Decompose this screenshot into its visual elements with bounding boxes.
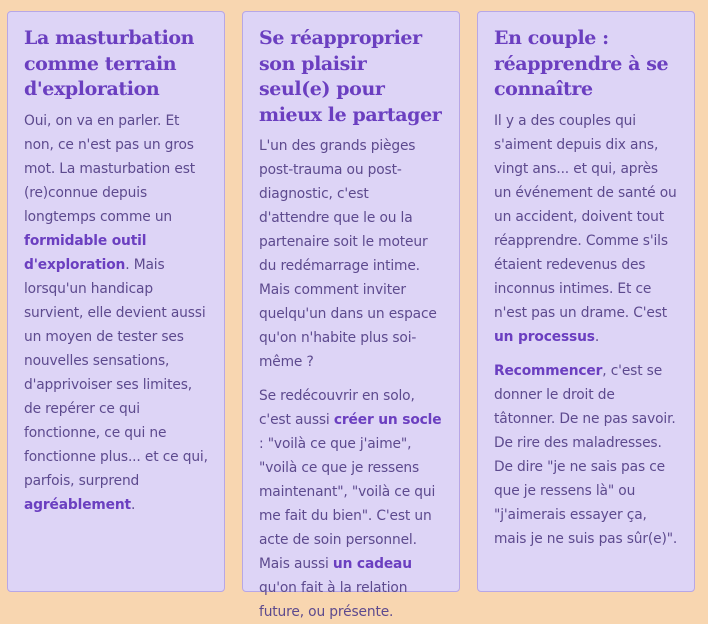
emphasis-text: créer un socle	[333, 412, 442, 428]
card-paragraph	[494, 109, 678, 349]
text-run: Oui, on va en parler. Et non, ce n'est pas un gros mot. La masturbation est (re)connue depuis longtemps comme un	[24, 112, 196, 225]
emphasis-text: Recommencer	[494, 362, 603, 379]
cards-row	[7, 11, 697, 620]
card-paragraph	[259, 384, 443, 624]
emphasis-text: un cadeau	[332, 556, 412, 572]
emphasis-text: un processus	[494, 328, 595, 345]
card-paragraph	[24, 109, 208, 517]
emphasis-text: agréablement	[24, 496, 131, 513]
card-masturbation-exploration	[7, 11, 225, 592]
text-run: , c'est se donner le droit de tâtonner. De ne pas savoir. De rire des maladresses. De dire "je ne sais pas ce que je ressens là" ou "j'aimerais essayer ça, mais je ne suis pas sûr(e)".	[494, 362, 678, 547]
text-run: . Mais lorsqu'un handicap survient, elle devient aussi un moyen de tester ses nouvelles sensations, d'apprivoiser ses limites, de repérer ce qui fonctionne, ce qui ne fonctionne plus... et ce qui, parfois, surprend	[24, 256, 208, 489]
card-title: Se réapproprier son plaisir seul(e) pour mieux le partager	[259, 27, 442, 126]
text-run: L'un des grands pièges post-trauma ou post-diagnostic, c'est d'attendre que le ou la partenaire soit le moteur du redémarrage intime. Mais comment inviter quelqu'un dans un espace qu'on n'habite plus soi-même ?	[259, 138, 437, 370]
text-run: qu'on fait à la relation future, ou présente.	[259, 580, 408, 620]
text-run: Se redécouvrir en solo, c'est aussi	[259, 388, 415, 428]
text-run: .	[594, 328, 600, 345]
card-title: En couple : réapprendre à se connaître	[494, 27, 669, 100]
card-solo-pleasure	[242, 11, 460, 620]
card-couple-relearning	[477, 11, 695, 592]
card-paragraph	[259, 134, 443, 374]
card-paragraph	[494, 359, 678, 551]
emphasis-text: formidable outil d'exploration	[24, 232, 147, 273]
text-run: .	[130, 496, 136, 513]
text-run: : "voilà ce que j'aime", "voilà ce que je ressens maintenant", "voilà ce qui me fait du bien". C'est un acte de soin personnel. Mais aussi	[259, 436, 436, 572]
text-run: Il y a des couples qui s'aiment depuis dix ans, vingt ans... et qui, après un événement de santé ou un accident, doivent tout réapprendre. Comme s'ils étaient redevenus des inconnus intimes. Et ce n'est pas un drame. C'est	[494, 112, 677, 321]
card-title: La masturbation comme terrain d'exploration	[24, 27, 195, 100]
